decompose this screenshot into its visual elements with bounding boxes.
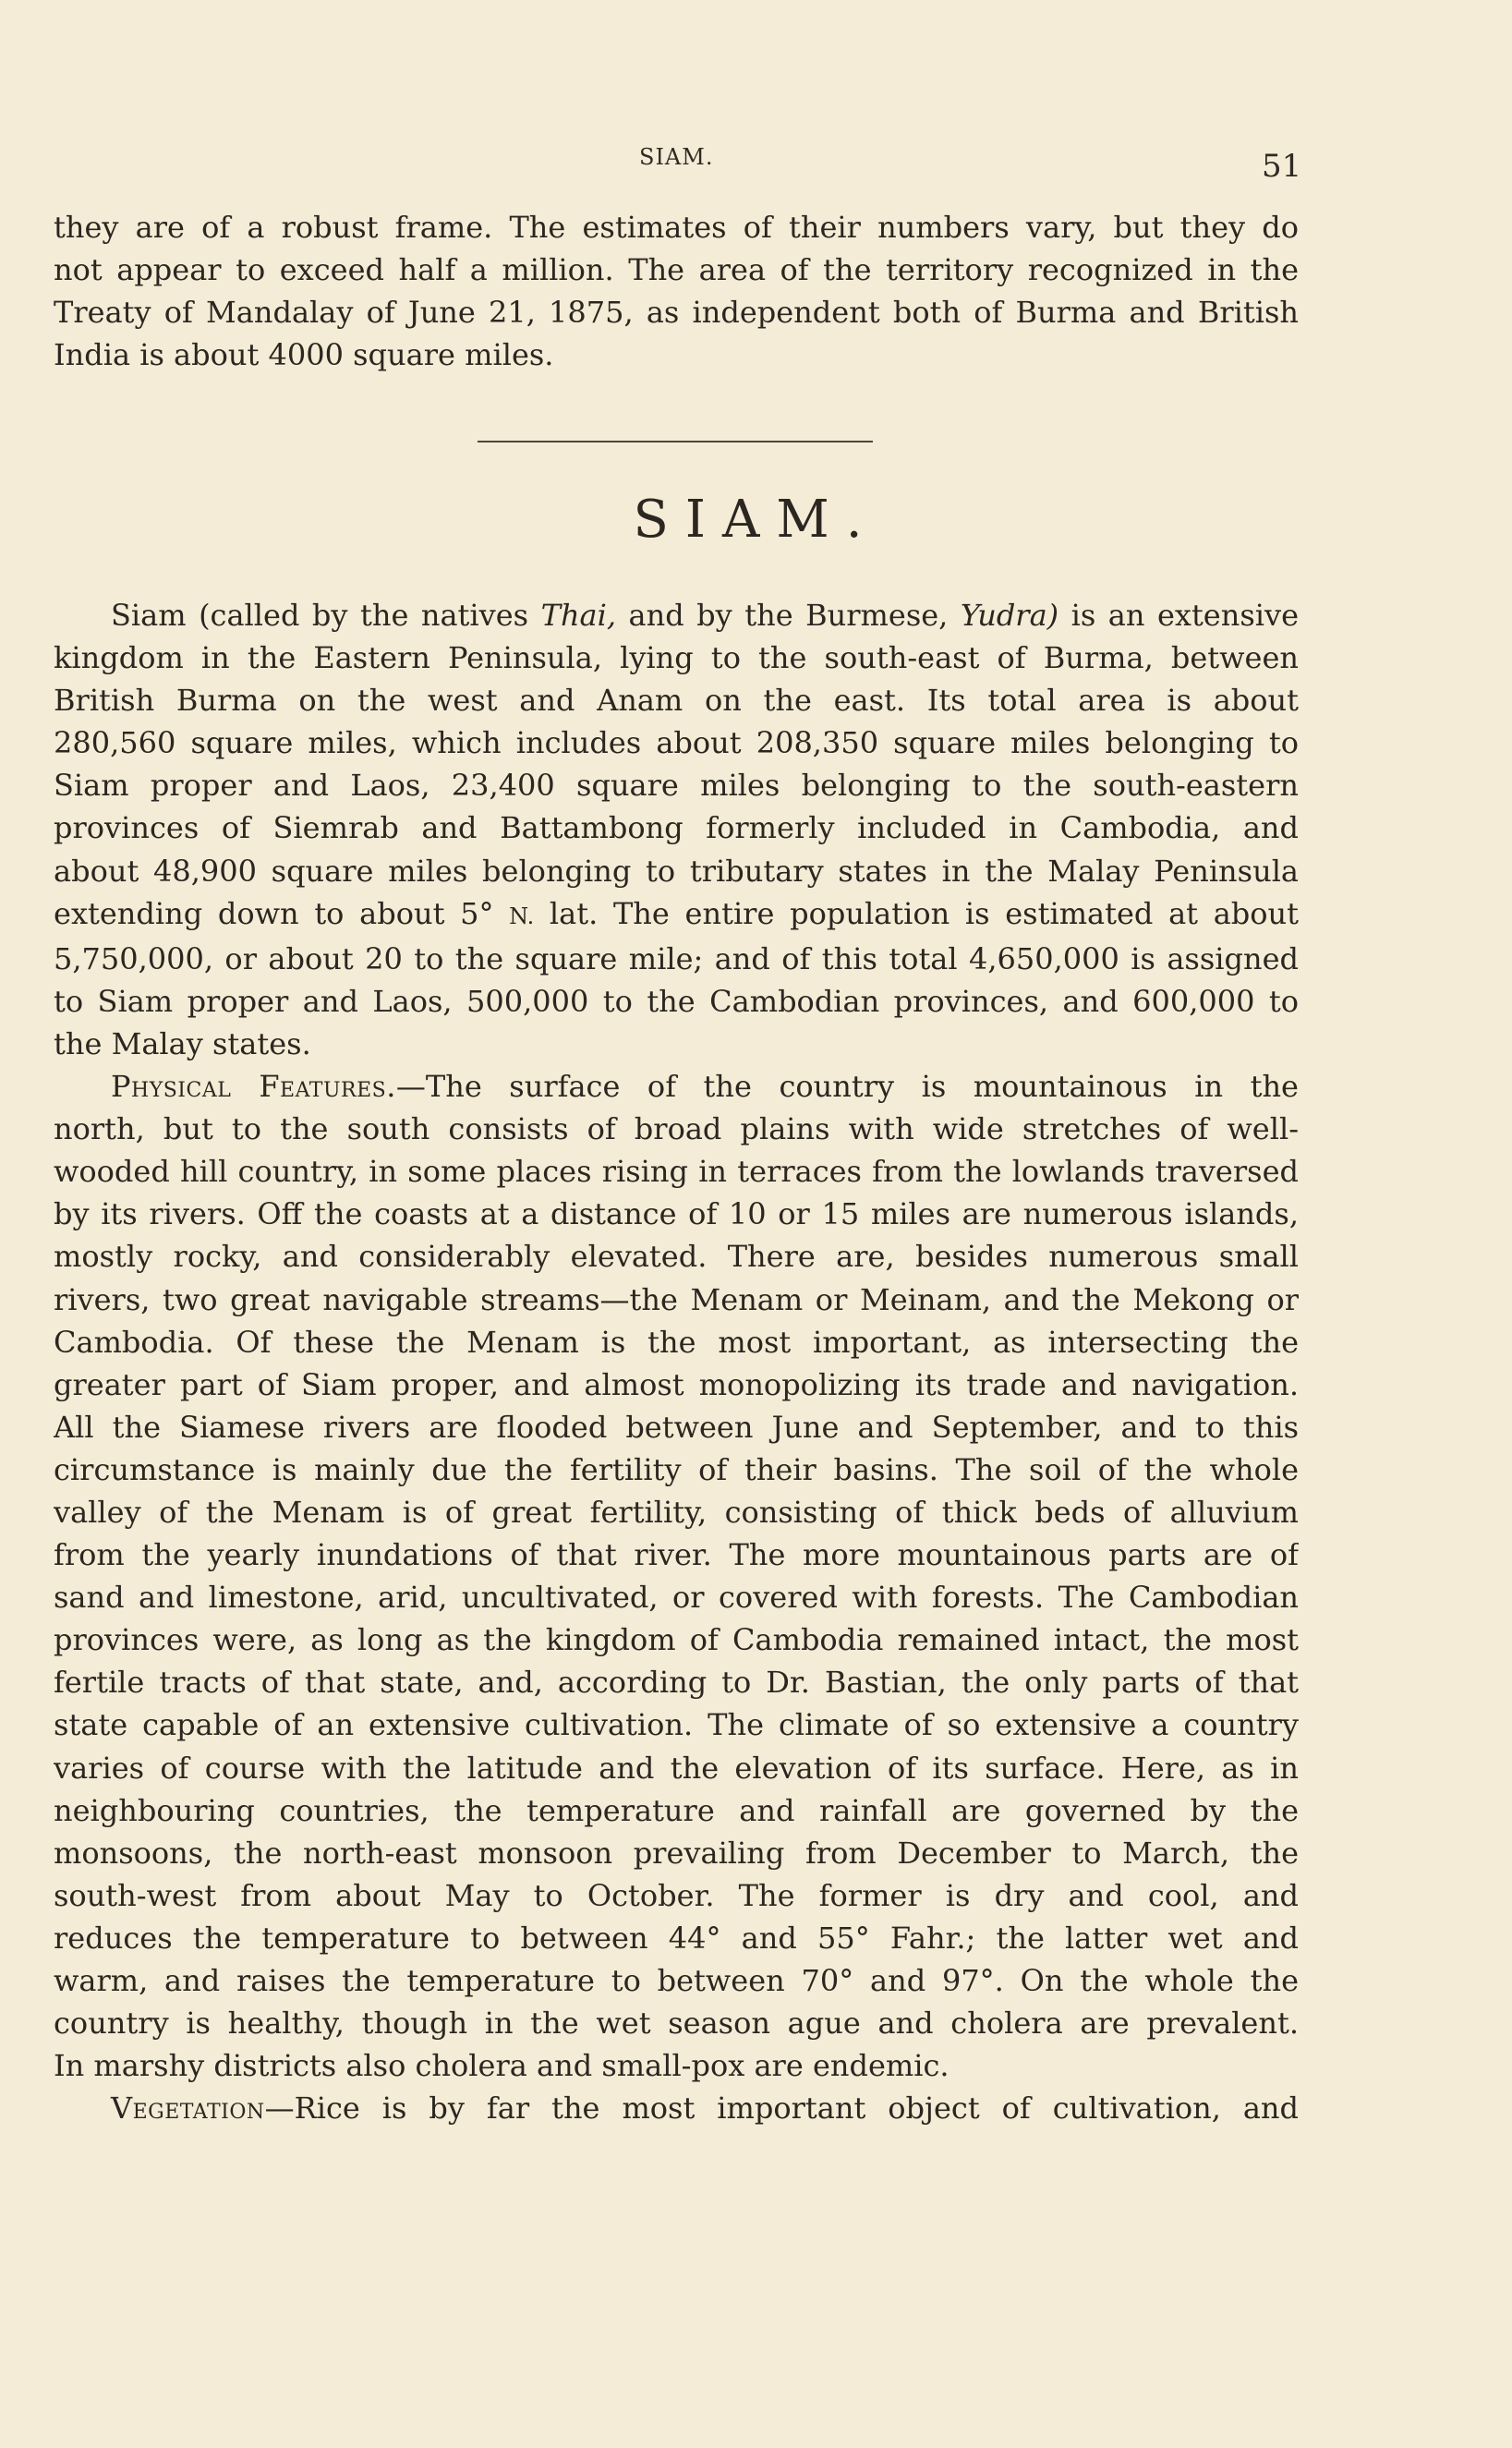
text-line: from the yearly inundations of that river. The more mountainous parts are of: [54, 1537, 1299, 1573]
text-run: is an extensive: [1058, 598, 1299, 633]
text-line: they are of a robust frame. The estimates of their numbers vary, but they do: [54, 210, 1299, 245]
text-line: the Malay states.: [54, 1025, 311, 1061]
text-line: Treaty of Mandalay of June 21, 1875, as independent both of Burma and British: [54, 295, 1299, 331]
text-line: [54, 2087, 1299, 2129]
text-line: mostly rocky, and considerably elevated. There are, besides numerous small: [54, 1239, 1299, 1275]
text-line: warm, and raises the temperature to between 70° and 97°. On the whole the: [54, 1963, 1299, 1998]
text-line: wooded hill country, in some places rising in terraces from the lowlands traversed: [54, 1154, 1299, 1190]
intro-paragraph: [54, 206, 1299, 376]
text-line: north, but to the south consists of broad plains with wide stretches of well-: [54, 1111, 1299, 1147]
text-line: [54, 1065, 1299, 1108]
text-line: Siam proper and Laos, 23,400 square miles belonging to the south-eastern: [54, 768, 1299, 804]
text-line: sand and limestone, arid, uncultivated, or covered with forests. The Cambodian: [54, 1580, 1299, 1616]
text-line: 280,560 square miles, which includes about 208,350 square miles belonging to: [54, 725, 1299, 761]
text-run: and by the Burmese,: [616, 598, 961, 633]
page-number: 51: [1262, 148, 1302, 185]
text-line: British Burma on the west and Anam on the east. Its total area is about: [54, 683, 1299, 719]
text-line: provinces of Siemrab and Battambong formerly included in Cambodia, and: [54, 810, 1299, 846]
text-line: rivers, two great navigable streams—the Menam or Meinam, and the Mekong or: [54, 1281, 1299, 1317]
text-line: In marshy districts also cholera and small-pox are endemic.: [54, 2048, 950, 2084]
text-run: lat. The entire population is estimated at about: [534, 895, 1299, 931]
text-line: valley of the Menam is of great fertility, consisting of thick beds of alluvium: [54, 1494, 1299, 1530]
text-line: about 48,900 square miles belonging to tributary states in the Malay Peninsula: [54, 853, 1299, 889]
text-line: greater part of Siam proper, and almost monopolizing its trade and navigation.: [54, 1366, 1299, 1402]
small-caps-abbrev: N.: [509, 903, 535, 929]
text-line: [54, 594, 1299, 636]
text-line: 5,750,000, or about 20 to the square mile; and of this total 4,650,000 is assigned: [54, 940, 1299, 976]
text-line: kingdom in the Eastern Peninsula, lying to the south-east of Burma, between: [54, 640, 1299, 676]
text-line: [54, 892, 1299, 938]
text-line: to Siam proper and Laos, 500,000 to the Cambodian provinces, and 600,000 to: [54, 983, 1299, 1019]
italic-term: Thai,: [540, 598, 617, 633]
section-subheading: Vegetation: [111, 2090, 265, 2127]
text-line: varies of course with the latitude and the elevation of its surface. Here, as in: [54, 1750, 1299, 1786]
text-run: —The surface of the country is mountainous in the: [395, 1069, 1299, 1105]
text-run: Siam (called by the natives: [111, 598, 541, 633]
text-line: reduces the temperature to between 44° and 55° Fahr.; the latter wet and: [54, 1920, 1299, 1956]
running-title: SIAM.: [639, 144, 714, 170]
section-title-text: SIAM.: [633, 490, 879, 550]
section-title: [0, 490, 1512, 550]
text-line: not appear to exceed half a million. The area of the territory recognized in the: [54, 252, 1299, 288]
text-run: —Rice is by far the most important object of cultivation, and: [264, 2090, 1299, 2127]
text-line: neighbouring countries, the temperature and rainfall are governed by the: [54, 1792, 1299, 1828]
text-line: monsoons, the north-east monsoon prevailing from December to March, the: [54, 1835, 1299, 1871]
section-divider: [478, 441, 873, 442]
text-line: by its rivers. Off the coasts at a distance of 10 or 15 miles are numerous islands,: [54, 1196, 1299, 1232]
text-line: India is about 4000 square miles.: [54, 337, 554, 373]
text-line: All the Siamese rivers are flooded between June and September, and to this: [54, 1409, 1299, 1445]
text-run: extending down to about 5°: [54, 895, 510, 931]
text-line: state capable of an extensive cultivation. The climate of so extensive a country: [54, 1707, 1299, 1743]
section-subheading: Physical Features.: [111, 1069, 396, 1105]
italic-term: Yudra): [960, 598, 1059, 633]
text-line: fertile tracts of that state, and, according to Dr. Bastian, the only parts of that: [54, 1665, 1299, 1701]
text-line: south-west from about May to October. The former is dry and cool, and: [54, 1877, 1299, 1913]
text-line: circumstance is mainly due the fertility of their basins. The soil of the whole: [54, 1451, 1299, 1487]
text-line: country is healthy, though in the wet season ague and cholera are prevalent.: [54, 2006, 1299, 2042]
text-line: provinces were, as long as the kingdom of Cambodia remained intact, the most: [54, 1622, 1299, 1658]
main-text: [54, 594, 1299, 2129]
text-line: Cambodia. Of these the Menam is the most important, as intersecting the: [54, 1324, 1299, 1360]
